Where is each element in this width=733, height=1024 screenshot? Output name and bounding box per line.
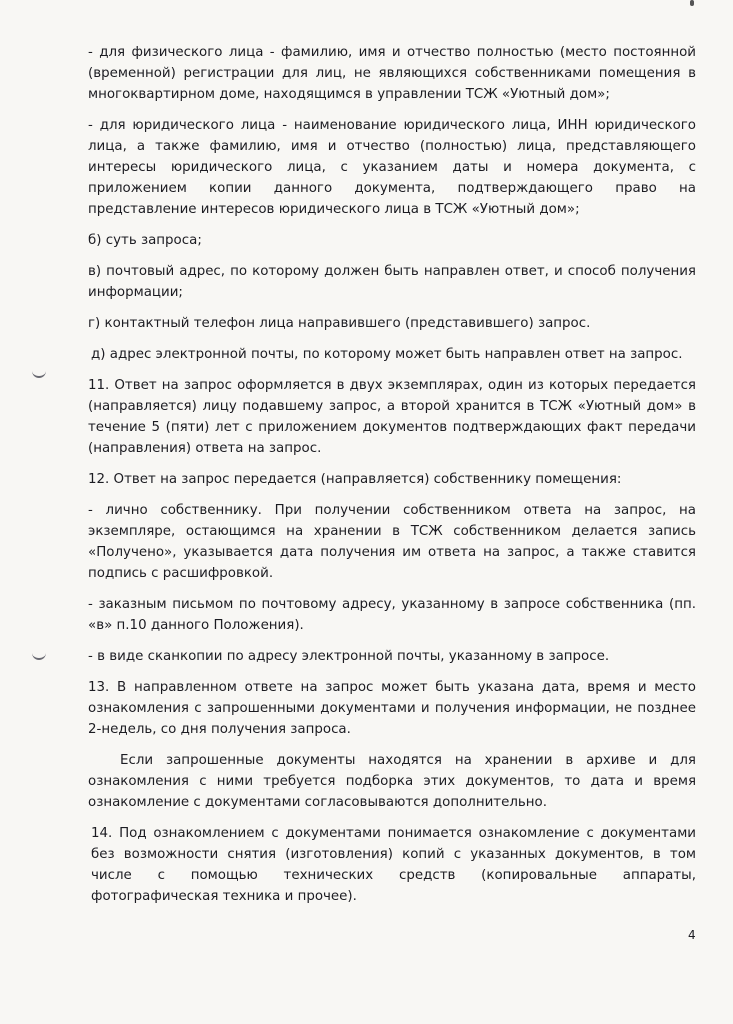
paragraph-14: 14. Под ознакомлением с документами понимается ознакомление с документами без возможности снятия (изготовления) копий с указанных документов, в том числе с помощью технических средств (копировальные аппараты, фотографическая техника и прочее).: [91, 826, 696, 904]
paragraph-13: 13. В направленном ответе на запрос может быть указана дата, время и место ознакомления с запрошенными документами и получения информации, не позднее 2-недель, со дня получения запроса.: [88, 680, 696, 737]
paragraph-item-d: д) адрес электронной почты, по которому может быть направлен ответ на запрос.: [91, 347, 683, 362]
page-number: 4: [688, 928, 696, 942]
paragraph-13-archive: Если запрошенные документы находятся на хранении в архиве и для ознакомления с ними требуется подборка этих документов, то дата и время ознакомление с документами согласовываются дополнительно.: [88, 753, 696, 810]
punch-hole-mark: [32, 370, 46, 378]
paragraph-item-b: б) суть запроса;: [88, 233, 202, 248]
paragraph-individual: - для физического лица - фамилию, имя и отчество полностью (место постоянной (временной) регистрации для лиц, не являющихся собственниками помещения в многоквартирном доме, находящимся в управлении ТСЖ «Уютный дом»;: [88, 45, 696, 102]
paragraph-11: 11. Ответ на запрос оформляется в двух экземплярах, один из которых передается (направляется) лицу подавшему запрос, а второй хранится в ТСЖ «Уютный дом» в течение 5 (пяти) лет с приложением документов подтверждающих факт передачи (направления) ответа на запрос.: [88, 378, 696, 456]
paragraph-item-g: г) контактный телефон лица направившего (представившего) запрос.: [88, 316, 591, 331]
paragraph-12-mail: - заказным письмом по почтовому адресу, указанному в запросе собственника (пп. «в» п.10 данного Положения).: [88, 597, 696, 633]
paragraph-12-personal: - лично собственнику. При получении собственником ответа на запрос, на экземпляре, остающимся на хранении в ТСЖ собственником делается запись «Получено», указывается дата получения им ответа на запрос, а также ставится подпись с расшифровкой.: [88, 503, 696, 581]
paragraph-12-email: - в виде сканкопии по адресу электронной почты, указанному в запросе.: [88, 649, 610, 664]
document-body: [88, 42, 696, 917]
ink-dot: [690, 0, 694, 6]
punch-hole-mark: [32, 652, 46, 660]
paragraph-12: 12. Ответ на запрос передается (направляется) собственнику помещения:: [88, 472, 622, 487]
paragraph-item-v: в) почтовый адрес, по которому должен быть направлен ответ, и способ получения информации;: [88, 264, 696, 300]
paragraph-legal-entity: - для юридического лица - наименование юридического лица, ИНН юридического лица, а также фамилию, имя и отчество (полностью) лица, представляющего интересы юридического лица, с указанием даты и номера документа, с приложением копии данного документа, подтверждающего право на представление интересов юридического лица в ТСЖ «Уютный дом»;: [88, 118, 696, 217]
